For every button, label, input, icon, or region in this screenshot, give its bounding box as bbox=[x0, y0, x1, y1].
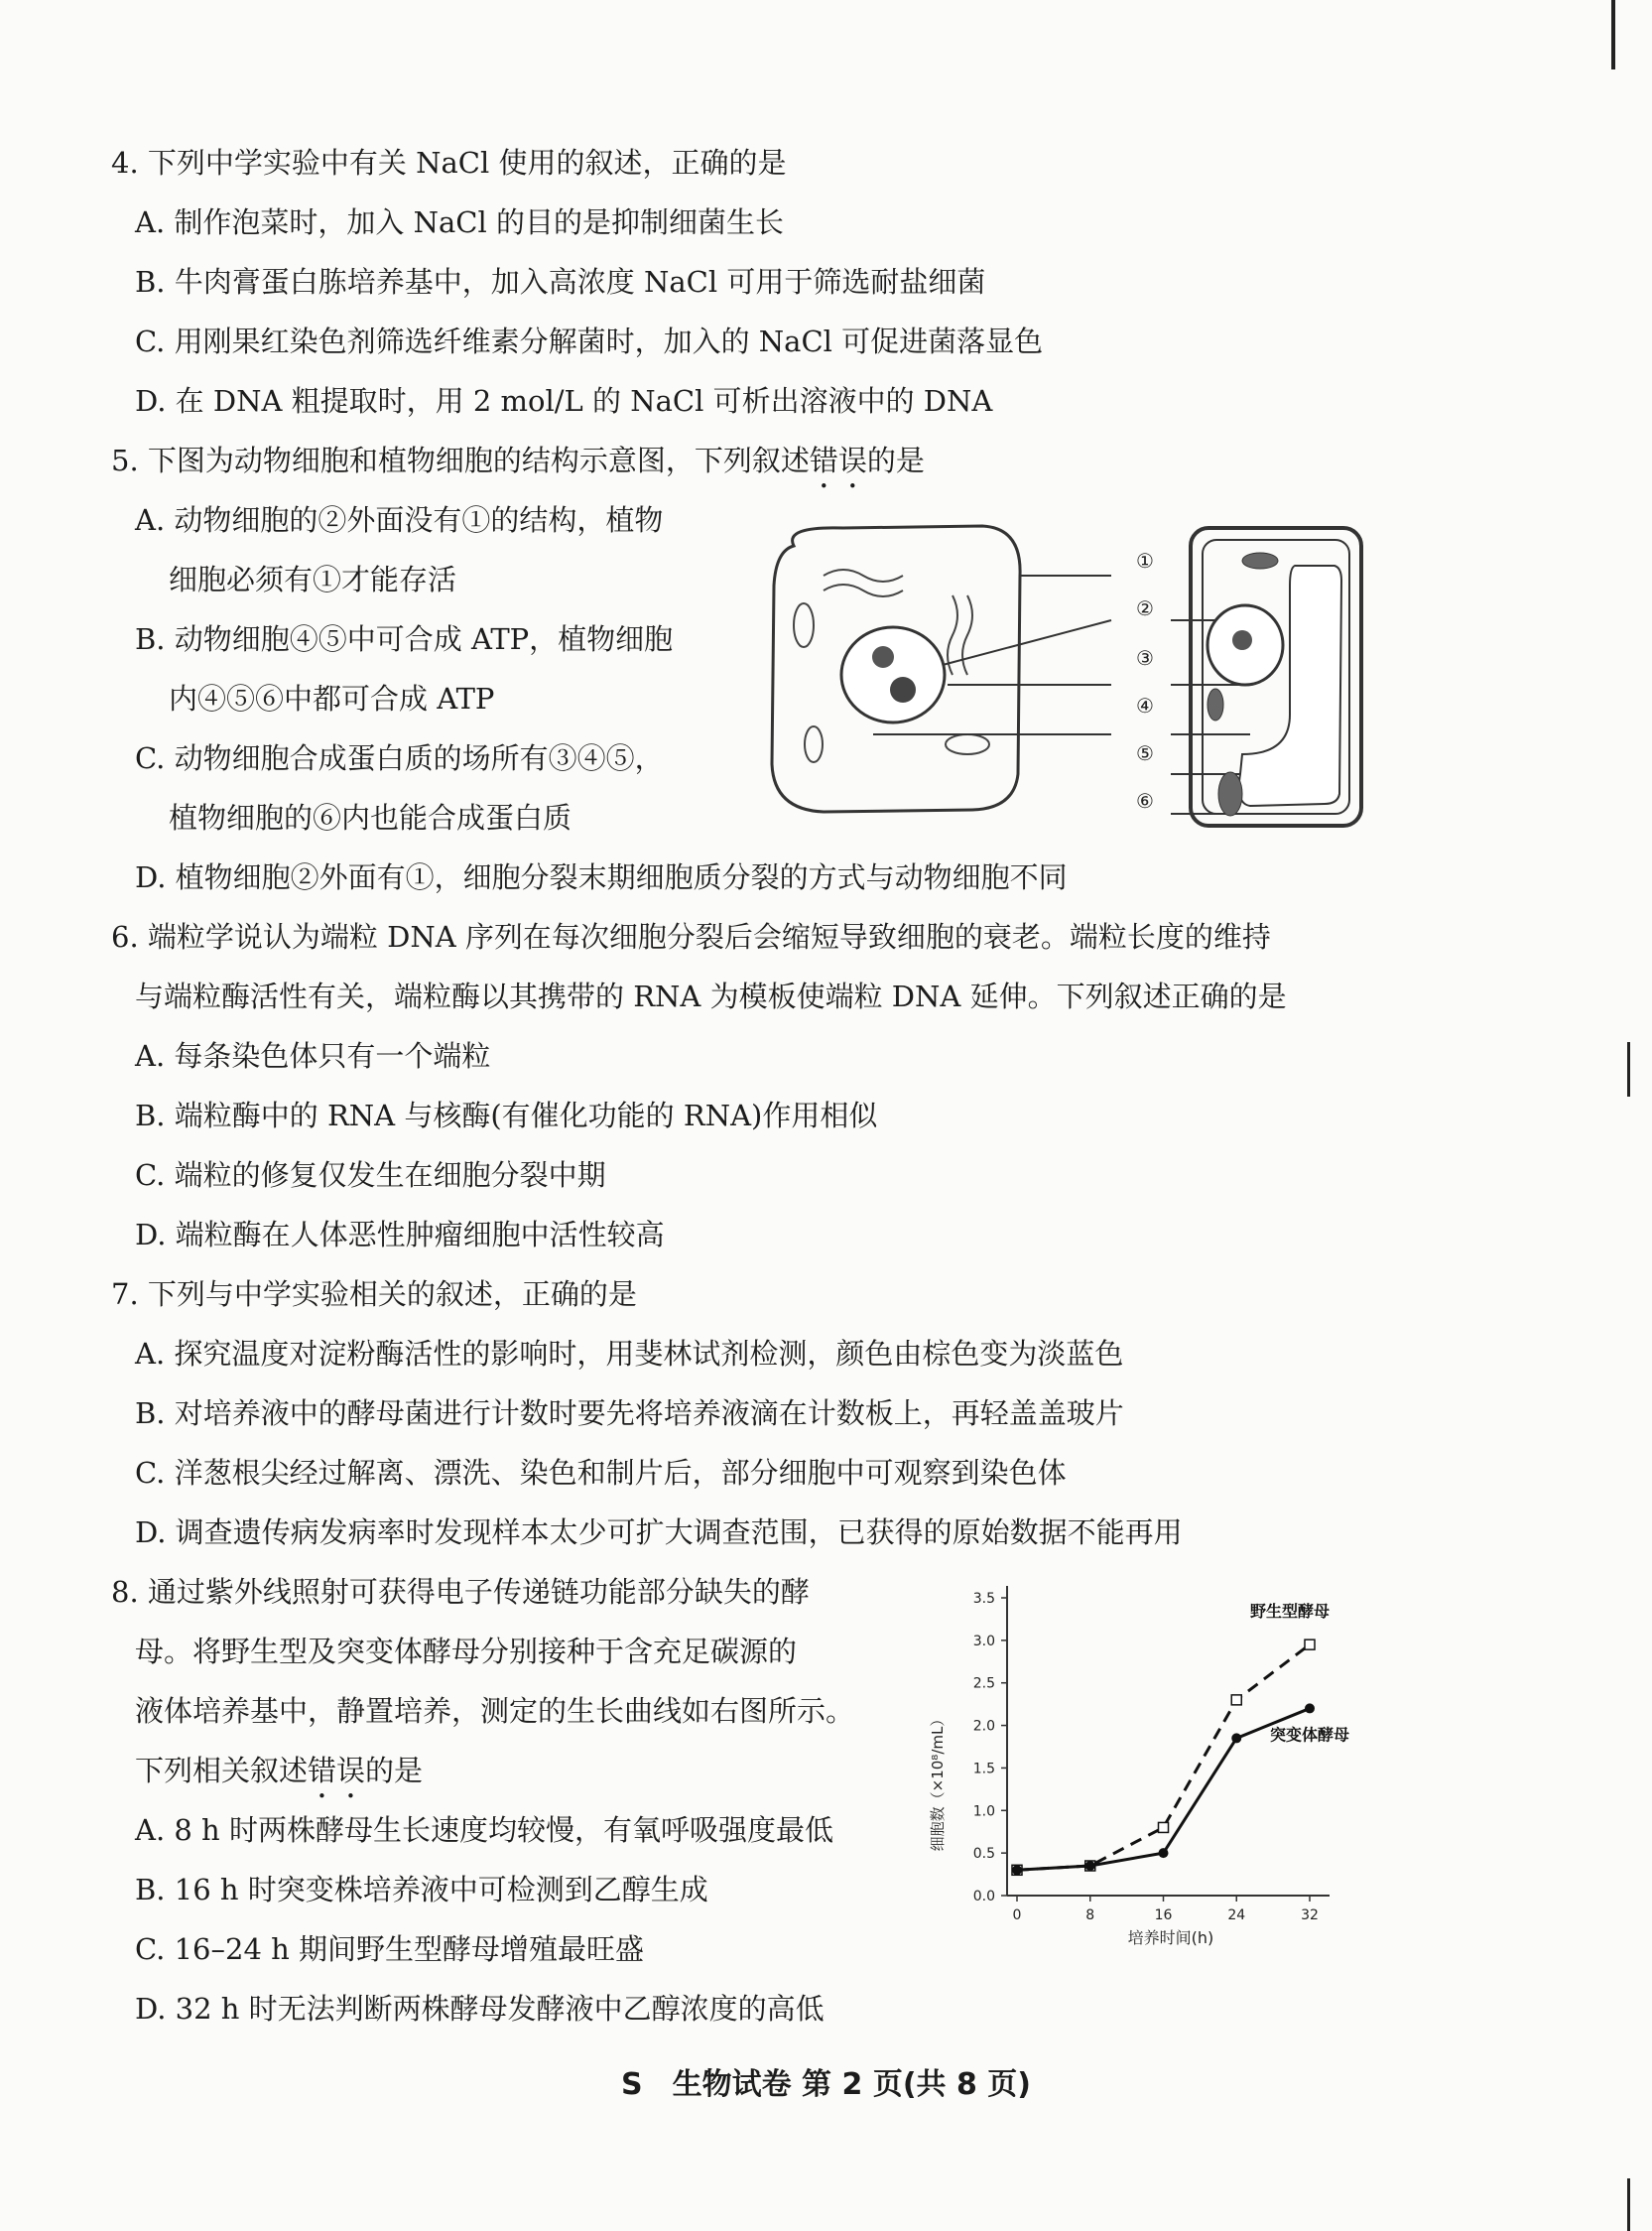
q6-option-c: C. 端粒的修复仅发生在细胞分裂中期 bbox=[135, 1158, 606, 1192]
q5-option-b-line2: 内④⑤⑥中都可合成 ATP bbox=[169, 682, 495, 716]
q4-option-a: A. 制作泡菜时，加入 NaCl 的目的是抑制细菌生长 bbox=[135, 205, 784, 239]
q4-option-b: B. 牛肉膏蛋白胨培养基中，加入高浓度 NaCl 可用于筛选耐盐细菌 bbox=[135, 265, 986, 299]
q7-option-c: C. 洋葱根尖经过解离、漂洗、染色和制片后，部分细胞中可观察到染色体 bbox=[135, 1456, 1067, 1490]
q5-stem-emphasis: 错误 bbox=[809, 444, 867, 477]
q8-stem-line2: 母。将野生型及突变体酵母分别接种于含充足碳源的 bbox=[135, 1635, 798, 1668]
scan-edge-top-right bbox=[1611, 0, 1615, 69]
chart-point-wild-type bbox=[1231, 1695, 1241, 1705]
chart-y-tick-label: 0.0 bbox=[972, 1889, 995, 1904]
figure-label-2: ② bbox=[1136, 596, 1154, 620]
q7-option-a: A. 探究温度对淀粉酶活性的影响时，用斐林试剂检测，颜色由棕色变为淡蓝色 bbox=[135, 1337, 1124, 1371]
chart-series-line-0 bbox=[1017, 1644, 1310, 1870]
figure-label-6: ⑥ bbox=[1136, 789, 1154, 813]
chart-series-label: 野生型酵母 bbox=[1249, 1602, 1330, 1622]
q8-option-b: B. 16 h 时突变株培养液中可检测到乙醇生成 bbox=[135, 1873, 708, 1906]
q5-stem bbox=[111, 443, 925, 495]
chart-y-tick-label: 0.5 bbox=[972, 1846, 995, 1863]
scan-edge-right-mark bbox=[1627, 1042, 1630, 1097]
chart-series-line-1 bbox=[1017, 1708, 1310, 1870]
q8-stem-line4 bbox=[135, 1753, 423, 1805]
chart-x-tick-label: 8 bbox=[1085, 1907, 1095, 1923]
chart-y-tick-label: 1.0 bbox=[972, 1803, 995, 1820]
q8-stem-line3: 液体培养基中，静置培养，测定的生长曲线如右图所示。 bbox=[135, 1694, 855, 1728]
chart-x-axis-label: 培养时间(h) bbox=[1127, 1928, 1214, 1947]
chart-x-tick-label: 0 bbox=[1012, 1907, 1022, 1923]
chart-point-mutant bbox=[1159, 1848, 1169, 1858]
chart-x-tick-label: 24 bbox=[1227, 1907, 1246, 1923]
chart-y-axis-label: 细胞数（×10⁸/mL） bbox=[929, 1711, 947, 1852]
q5-option-d: D. 植物细胞②外面有①，细胞分裂末期细胞质分裂的方式与动物细胞不同 bbox=[135, 860, 1068, 894]
q8-stem-text: 下列相关叙述 bbox=[135, 1754, 309, 1787]
chart-point-wild-type bbox=[1305, 1640, 1315, 1649]
q5-option-b-line1: B. 动物细胞④⑤中可合成 ATP，植物细胞 bbox=[135, 622, 674, 656]
q5-option-c-line1: C. 动物细胞合成蛋白质的场所有③④⑤， bbox=[135, 741, 664, 775]
chart-x-tick-label: 16 bbox=[1154, 1907, 1173, 1923]
figure-label-3: ③ bbox=[1136, 646, 1154, 670]
q5-option-a-line1: A. 动物细胞的②外面没有①的结构，植物 bbox=[135, 503, 664, 537]
chart-y-tick-label: 1.5 bbox=[972, 1761, 995, 1777]
q6-option-d: D. 端粒酶在人体恶性肿瘤细胞中活性较高 bbox=[135, 1218, 665, 1251]
chart-x-tick-label: 32 bbox=[1301, 1907, 1319, 1923]
q6-option-b: B. 端粒酶中的 RNA 与核酶(有催化功能的 RNA)作用相似 bbox=[135, 1099, 878, 1132]
plant-cell-vacuole bbox=[1239, 566, 1341, 806]
q8-option-d: D. 32 h 时无法判断两株酵母发酵液中乙醇浓度的高低 bbox=[135, 1992, 825, 2026]
chart-y-tick-label: 3.5 bbox=[972, 1591, 995, 1607]
figure-label-4: ④ bbox=[1136, 694, 1154, 718]
q8-stem-line1: 8. 通过紫外线照射可获得电子传递链功能部分缺失的酵 bbox=[111, 1575, 810, 1609]
q8-stem-emphasis: 错误 bbox=[308, 1754, 366, 1787]
q5-option-c-line2: 植物细胞的⑥内也能合成蛋白质 bbox=[169, 801, 572, 835]
q6-stem-line1: 6. 端粒学说认为端粒 DNA 序列在每次细胞分裂后会缩短导致细胞的衰老。端粒长度的维持 bbox=[111, 920, 1271, 954]
q6-option-a: A. 每条染色体只有一个端粒 bbox=[135, 1039, 491, 1073]
chart-point-mutant bbox=[1085, 1861, 1095, 1871]
growth-curve-chart bbox=[913, 1568, 1369, 1955]
q5-stem-end: 的是 bbox=[866, 444, 925, 477]
figure-label-5: ⑤ bbox=[1136, 741, 1154, 765]
q4-option-d: D. 在 DNA 粗提取时，用 2 mol/L 的 NaCl 可析出溶液中的 DNA bbox=[135, 384, 993, 418]
q7-option-d: D. 调查遗传病发病率时发现样本太少可扩大调查范围，已获得的原始数据不能再用 bbox=[135, 1515, 1183, 1549]
q5-stem-text: 5. 下图为动物细胞和植物细胞的结构示意图，下列叙述 bbox=[111, 444, 810, 477]
chart-y-tick-label: 2.0 bbox=[972, 1718, 995, 1735]
q7-stem: 7. 下列与中学实验相关的叙述，正确的是 bbox=[111, 1277, 637, 1311]
chart-y-tick-label: 3.0 bbox=[972, 1633, 995, 1649]
figure-label-1: ① bbox=[1136, 549, 1154, 573]
q8-option-c: C. 16–24 h 期间野生型酵母增殖最旺盛 bbox=[135, 1932, 645, 1966]
chart-point-wild-type bbox=[1159, 1822, 1169, 1832]
page-footer: S 生物试卷 第 2 页(共 8 页) bbox=[621, 2067, 1031, 2102]
chart-series-label: 突变体酵母 bbox=[1269, 1725, 1349, 1745]
chart-point-mutant bbox=[1231, 1733, 1241, 1743]
q6-stem-line2: 与端粒酶活性有关，端粒酶以其携带的 RNA 为模板使端粒 DNA 延伸。下列叙述正确的是 bbox=[135, 980, 1287, 1013]
q8-option-a: A. 8 h 时两株酵母生长速度均较慢，有氧呼吸强度最低 bbox=[135, 1813, 833, 1847]
q4-option-c: C. 用刚果红染色剂筛选纤维素分解菌时，加入的 NaCl 可促进菌落显色 bbox=[135, 325, 1044, 358]
q8-stem-end: 的是 bbox=[365, 1754, 424, 1787]
cell-structure-figure bbox=[754, 506, 1369, 834]
scan-edge-bottom-right bbox=[1627, 2178, 1630, 2231]
q5-option-a-line2: 细胞必须有①才能存活 bbox=[169, 563, 457, 596]
plant-cell-nucleus bbox=[1207, 605, 1283, 685]
chart-point-mutant bbox=[1012, 1865, 1022, 1875]
chart-point-mutant bbox=[1305, 1703, 1315, 1713]
q7-option-b: B. 对培养液中的酵母菌进行计数时要先将培养液滴在计数板上，再轻盖盖玻片 bbox=[135, 1396, 1124, 1430]
q4-stem: 4. 下列中学实验中有关 NaCl 使用的叙述，正确的是 bbox=[111, 146, 787, 180]
figure-labels bbox=[1136, 549, 1154, 813]
chart-y-tick-label: 2.5 bbox=[972, 1675, 995, 1692]
animal-cell-nucleus bbox=[841, 627, 945, 722]
